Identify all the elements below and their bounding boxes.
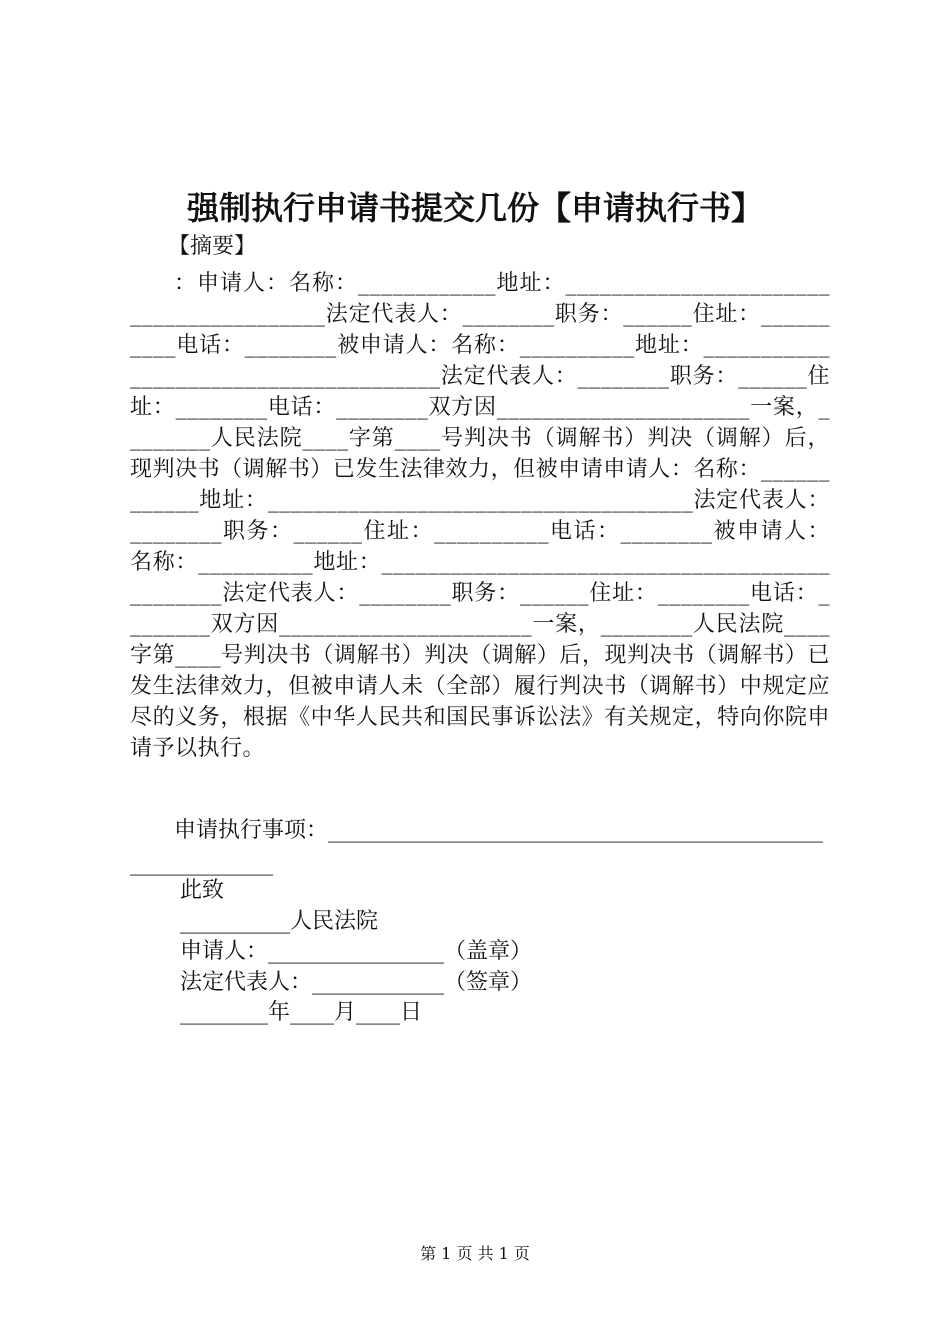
application-body-paragraph: ：申请人：名称：____________地址：________________________________________法定代表人：________职务：______住址：__________电话：________被申请人：名称：__________地址：______________________________________法定代表人：________职务：______住址：________电话：________双方因______________________一案，________人民法院____字第____号判决书（调解书）判决（调解）后，现判决书（调解书）已发生法律效力，但被申请申请人：名称：____________地址：_____________________________________法定代表人：________职务：______住址：__________电话：________被申请人：名称：__________地址：_______________________________________________法定代表人：________职务：______住址：________电话：________双方因______________________一案，________人民法院____字第____号判决书（调解书）判决（调解）后，现判决书（调解书）已发生法律效力，但被申请人未（全部）履行判决书（调解书）中规定应尽的义务，根据《中华人民共和国民事诉讼法》有关规定，特向你院申请予以执行。 xyxy=(130,271,830,761)
abstract-label: 【摘要】 xyxy=(168,234,257,259)
court-name-line: __________人民法院 xyxy=(180,909,379,934)
page-footer: 第 1 页 共 1 页 xyxy=(420,1244,530,1263)
legal-representative-signature-line: 法定代表人：____________（签章） xyxy=(180,970,533,995)
document-title: 强制执行申请书提交几份【申请执行书】 xyxy=(186,189,763,227)
applicant-signature-line: 申请人：________________（盖章） xyxy=(180,939,533,964)
execution-matter-line: 申请执行事项：__________________________________________________________ xyxy=(130,818,824,876)
closing-salutation: 此致 xyxy=(180,878,225,903)
date-line: ________年____月____日 xyxy=(180,1000,423,1025)
